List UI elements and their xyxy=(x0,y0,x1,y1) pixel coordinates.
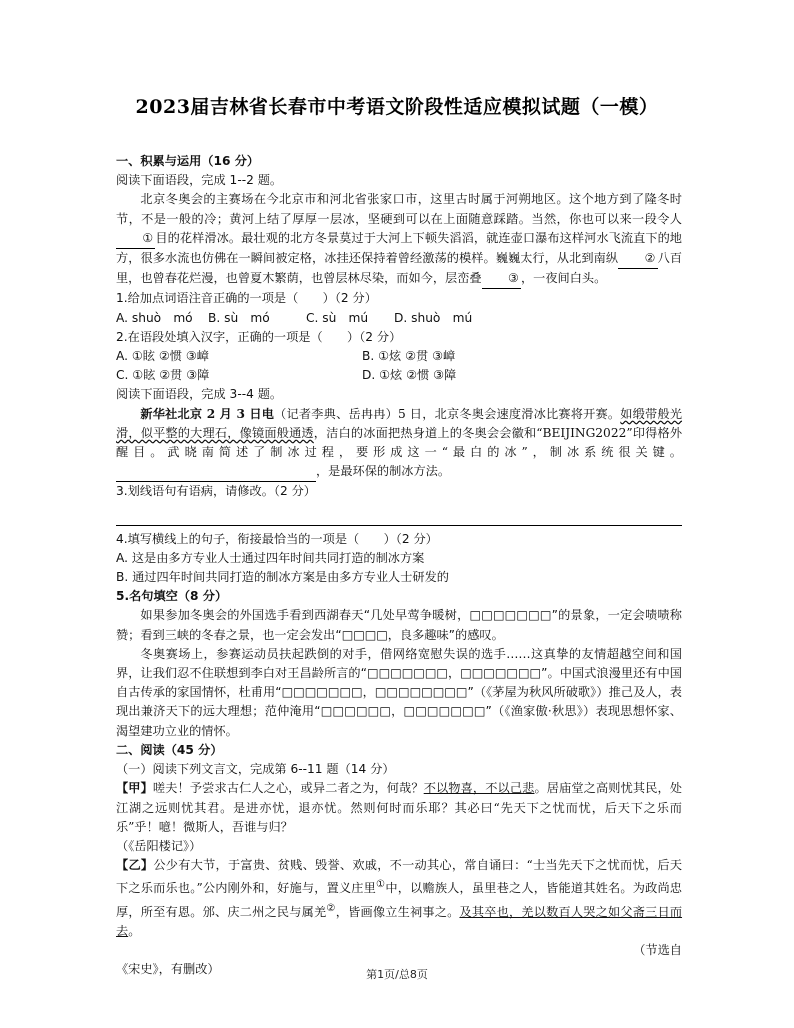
blank-2: ② xyxy=(618,249,657,269)
option-a[interactable]: A. shuò mó xyxy=(116,310,193,325)
section-heading-2: 二、阅读（45 分） xyxy=(116,742,223,757)
classical-text-yi: 【乙】公少有大节，于富贵、贫贱、毁誉、欢戚，不一动其心，常自诵曰：“士当先天下之忧而忧，后天下之乐而乐也。”公内刚外和，好施与，置义庄里①中，以赡族人，虽里巷之人，皆能道其姓名。为政尚忠厚，所至有恩。邠、庆二州之民与属羌②，皆画像立生祠事之。及其卒也，羌以数百人哭之如父斋三日而去。 xyxy=(116,858,683,938)
passage-1: 北京冬奥会的主赛场在今北京市和河北省张家口市，这里古时属于河朔地区。这个地方到了隆冬时节，不是一般的冷；黄河上结了厚厚一层冰，坚硬到可以在上面随意踩踏。当然，你也可以来一段令人① 目的花样滑冰。最壮观的北方冬景莫过于大河上下顿失滔滔，就连壶口瀑布这样河水飞流直下的地方，很多水流也仿佛在一瞬间被定格，冰挂还保持着曾经激荡的模样。巍巍太行，从北到南纵 ② 八百里，也曾春花烂漫，也曾夏木繁荫，也曾层林尽染，而如今，层峦叠 ③ ，一夜间白头。 xyxy=(116,190,682,289)
question-2-stem: 2.在语段处填入汉字，正确的一项是（ ）（2 分） xyxy=(116,329,402,344)
option-d[interactable]: D. ①炫 ②惯 ③障 xyxy=(362,368,457,383)
option-c[interactable]: C. ①眩 ②贯 ③障 xyxy=(116,368,210,383)
news-dateline: 新华社北京 2 月 3 日电 xyxy=(140,406,275,421)
option-b[interactable]: B. 通过四年时间共同打造的制冰方案是由多方专业人士研发的 xyxy=(116,570,449,585)
page-title: 2023届吉林省长春市中考语文阶段性适应模拟试题（一模） xyxy=(135,96,659,118)
question-1-stem: 1.给加点词语注音正确的一项是（ ）（2 分） xyxy=(116,291,377,306)
answer-space xyxy=(116,502,682,521)
source-yi-line1: （节选自 xyxy=(633,943,682,958)
passage-2: 新华社北京 2 月 3 日电（记者李典、岳冉冉）5 日，北京冬奥会速度滑冰比赛将开赛。如缎带般光滑，似平整的大理石，像镜面般通透，洁白的冰面把热身道上的冬奥会会徽和“BEIJING2022”印得格外醒目。武晓南简述了制冰过程，要形成这一“最白的冰”，制冰系统很关键。 ，是最环保的制冰方法。 xyxy=(116,405,682,483)
document-body xyxy=(116,152,682,979)
source-jia: （《岳阳楼记》） xyxy=(116,838,202,853)
section-heading-1: 一、积累与运用（16 分） xyxy=(116,154,260,168)
question-5-paragraph-1: 如果参加冬奥会的外国选手看到西湖春天“几处早莺争暖树，□□□□□□□”的景象，一定会啧啧称赞；看到三峡的冬春之景，也一定会发出“□□□□，良多趣味”的感叹。 xyxy=(116,608,682,642)
underlined-sentence: 及其卒也，羌以数百人哭之如父斋三日而去 xyxy=(116,904,683,938)
question-3-stem: 3.划线语句有语病，请修改。（2 分） xyxy=(116,484,316,499)
option-b[interactable]: B. sù mó xyxy=(208,310,270,325)
question-2-options-row2 xyxy=(116,366,682,385)
reading-intro-1: 阅读下面语段，完成 1--2 题。 xyxy=(116,173,283,188)
footnote-marker: ① xyxy=(376,879,386,891)
question-1-options xyxy=(116,309,682,328)
underlined-phrase: 不以物喜，不以己悲 xyxy=(423,781,535,796)
option-a[interactable]: A. 这是由多方专业人士通过四年时间共同打造的制冰方案 xyxy=(116,550,425,565)
answer-line[interactable] xyxy=(116,525,682,526)
underlined-sentence: 如缎带般光滑，似平整的大理石，像镜面般通透 xyxy=(116,406,683,440)
option-c[interactable]: C. sù mú xyxy=(306,310,369,325)
page-number: 第1页/总8页 xyxy=(366,968,428,981)
blank-3: ③ xyxy=(482,269,521,289)
option-a[interactable]: A. ①眩 ②惯 ③嶂 xyxy=(116,349,209,364)
subsection-heading: （一）阅读下列文言文，完成第 6--11 题（14 分） xyxy=(116,762,395,777)
question-5-paragraph-2: 冬奥赛场上，参赛运动员扶起跌倒的对手，借网络宽慰失误的选手……这真挚的友情超越空间和国界，让我们忍不住联想到李白对王昌龄所言的“□□□□□□□，□□□□□□□”。中国式浪漫里还有中国自古传承的家国情怀，杜甫用“□□□□□□□，□□□□□□□□”（《茅屋为秋风所破歌》）推己及人，表现出兼济天下的远大理想；范仲淹用“□□□□□□，□□□□□□□”（《渔家傲·秋思》）表现思想怀家、渴望建功立业的情怀。 xyxy=(116,646,682,738)
footnote-marker: ② xyxy=(326,902,336,914)
reading-intro-2: 阅读下面语段，完成 3--4 题。 xyxy=(116,387,283,402)
fill-blank-line xyxy=(116,462,316,482)
source-yi-line2: 《宋史》，有删改） xyxy=(116,962,220,977)
question-2-options-row1 xyxy=(116,347,682,366)
option-d[interactable]: D. shuò mú xyxy=(394,310,473,325)
blank-1: ① xyxy=(116,229,155,249)
classical-text-jia: 【甲】嗟夫！予尝求古仁人之心，或异二者之为，何哉？不以物喜，不以己悲。居庙堂之高则忧其民，处江湖之远则忧其君。是进亦忧，退亦忧。然则何时而乐耶？其必曰“先天下之忧而忧，后天下之乐而乐”乎！噫！微斯人，吾谁与归？ xyxy=(116,781,683,834)
option-b[interactable]: B. ①炫 ②贯 ③嶂 xyxy=(362,349,456,364)
question-4-stem: 4.填写横线上的句子，衔接最恰当的一项是（ ）（2 分） xyxy=(116,531,438,546)
question-5-stem: 5.名句填空（8 分） xyxy=(116,589,228,604)
